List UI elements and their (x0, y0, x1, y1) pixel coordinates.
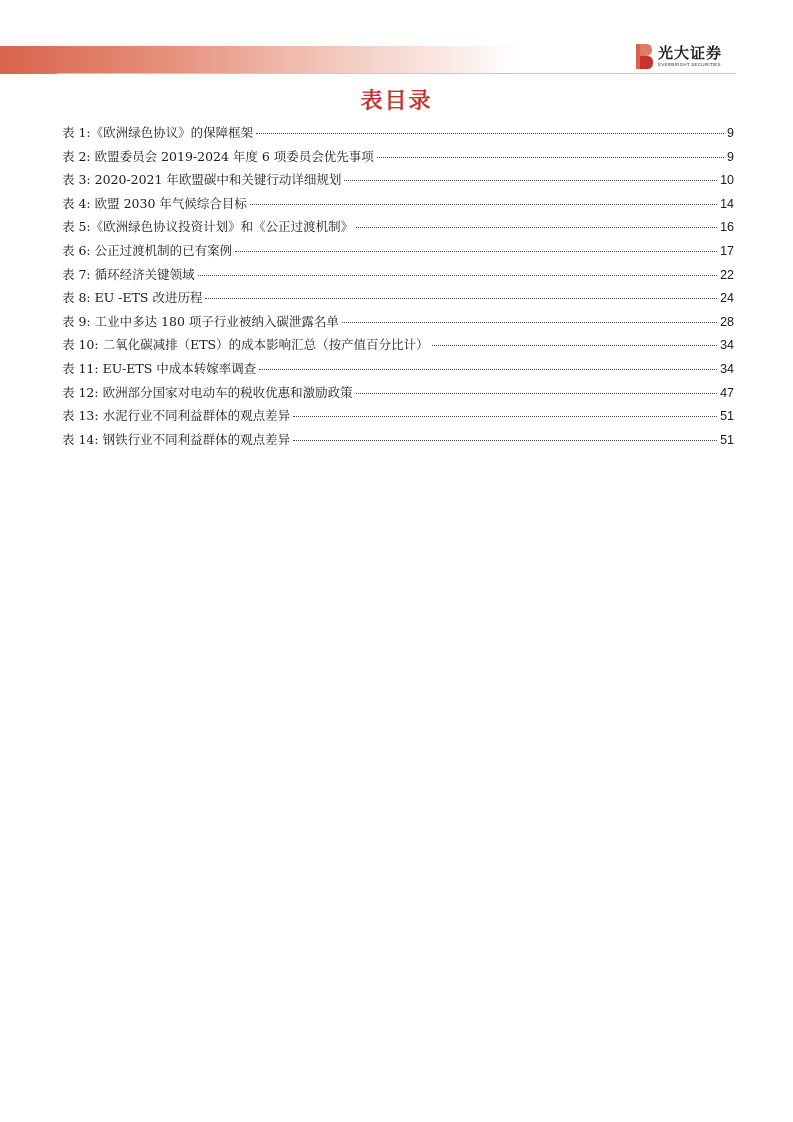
toc-leader-dots (356, 227, 717, 228)
toc-entry-label[interactable]: 表 1:《欧洲绿色协议》的保障框架 (62, 125, 254, 140)
toc-entry-page[interactable]: 51 (720, 432, 734, 447)
toc-entry-label[interactable]: 表 4: 欧盟 2030 年气候综合目标 (62, 195, 247, 211)
toc-entry[interactable] (62, 428, 734, 452)
toc-entry[interactable] (62, 263, 734, 287)
toc-entry-page[interactable]: 51 (720, 409, 734, 424)
toc-entry[interactable] (62, 145, 734, 169)
toc-entry-label[interactable]: 表 12: 欧洲部分国家对电动车的税收优惠和激励政策 (62, 384, 353, 400)
toc-entry-page[interactable]: 10 (720, 173, 734, 188)
toc-entry[interactable] (62, 239, 734, 263)
toc-leader-dots (344, 180, 717, 181)
toc-entry-label[interactable]: 表 8: EU -ETS 改进历程 (62, 290, 203, 306)
toc-entry[interactable] (62, 286, 734, 310)
brand-logo-icon (634, 43, 654, 70)
toc-entry-page[interactable]: 34 (720, 361, 734, 376)
toc-leader-dots (198, 275, 717, 276)
toc-leader-dots (235, 251, 717, 252)
toc-entry[interactable] (62, 381, 734, 405)
toc-leader-dots (256, 133, 724, 134)
toc-entry[interactable] (62, 121, 734, 145)
toc-leader-dots (342, 322, 717, 323)
toc-entry-label[interactable]: 表 3: 2020-2021 年欧盟碳中和关键行动详细规划 (62, 172, 342, 188)
toc-entry-page[interactable]: 17 (720, 243, 734, 258)
toc-entry-label[interactable]: 表 5:《欧洲绿色协议投资计划》和《公正过渡机制》 (62, 219, 354, 235)
toc-entry-label[interactable]: 表 14: 钢铁行业不同利益群体的观点差异 (62, 431, 291, 447)
header-divider (57, 73, 736, 74)
toc-leader-dots (356, 393, 718, 394)
toc-entry[interactable] (62, 215, 734, 239)
page-title: 表目录 (360, 89, 433, 114)
table-of-contents (62, 121, 734, 451)
brand-name-cn: 光大证券 (658, 44, 723, 62)
toc-entry-page[interactable]: 34 (720, 338, 734, 353)
brand-logo (634, 43, 736, 71)
toc-entry-page[interactable]: 24 (720, 291, 734, 306)
toc-entry-page[interactable]: 16 (720, 220, 734, 235)
toc-entry-label[interactable]: 表 7: 循环经济关键领域 (62, 266, 195, 282)
toc-leader-dots (205, 298, 717, 299)
toc-entry-label[interactable]: 表 6: 公正过渡机制的已有案例 (62, 242, 233, 258)
toc-leader-dots (293, 440, 717, 441)
toc-entry[interactable] (62, 404, 734, 428)
toc-entry-page[interactable]: 9 (727, 126, 734, 140)
toc-leader-dots (432, 345, 718, 346)
toc-entry[interactable] (62, 192, 734, 216)
toc-entry-page[interactable]: 22 (720, 267, 734, 282)
toc-entry-page[interactable]: 9 (727, 149, 734, 164)
toc-entry[interactable] (62, 168, 734, 192)
toc-entry-label[interactable]: 表 13: 水泥行业不同利益群体的观点差异 (62, 408, 291, 424)
toc-entry[interactable] (62, 333, 734, 357)
toc-entry[interactable] (62, 357, 734, 381)
brand-name-en: EVERBRIGHT SECURITIES (658, 62, 721, 67)
toc-entry-label[interactable]: 表 10: 二氧化碳减排（ETS）的成本影响汇总（按产值百分比计） (62, 337, 429, 353)
toc-entry-label[interactable]: 表 9: 工业中多达 180 项子行业被纳入碳泄露名单 (62, 313, 339, 329)
toc-entry-label[interactable]: 表 11: EU-ETS 中成本转嫁率调查 (62, 360, 257, 376)
header-band (0, 46, 520, 74)
toc-entry[interactable] (62, 310, 734, 334)
toc-entry-page[interactable]: 47 (720, 385, 734, 400)
toc-leader-dots (377, 157, 724, 158)
toc-leader-dots (250, 204, 717, 205)
toc-leader-dots (293, 416, 717, 417)
toc-entry-label[interactable]: 表 2: 欧盟委员会 2019-2024 年度 6 项委员会优先事项 (62, 148, 374, 164)
toc-leader-dots (259, 369, 717, 370)
toc-entry-page[interactable]: 14 (720, 196, 734, 211)
toc-entry-page[interactable]: 28 (720, 314, 734, 329)
